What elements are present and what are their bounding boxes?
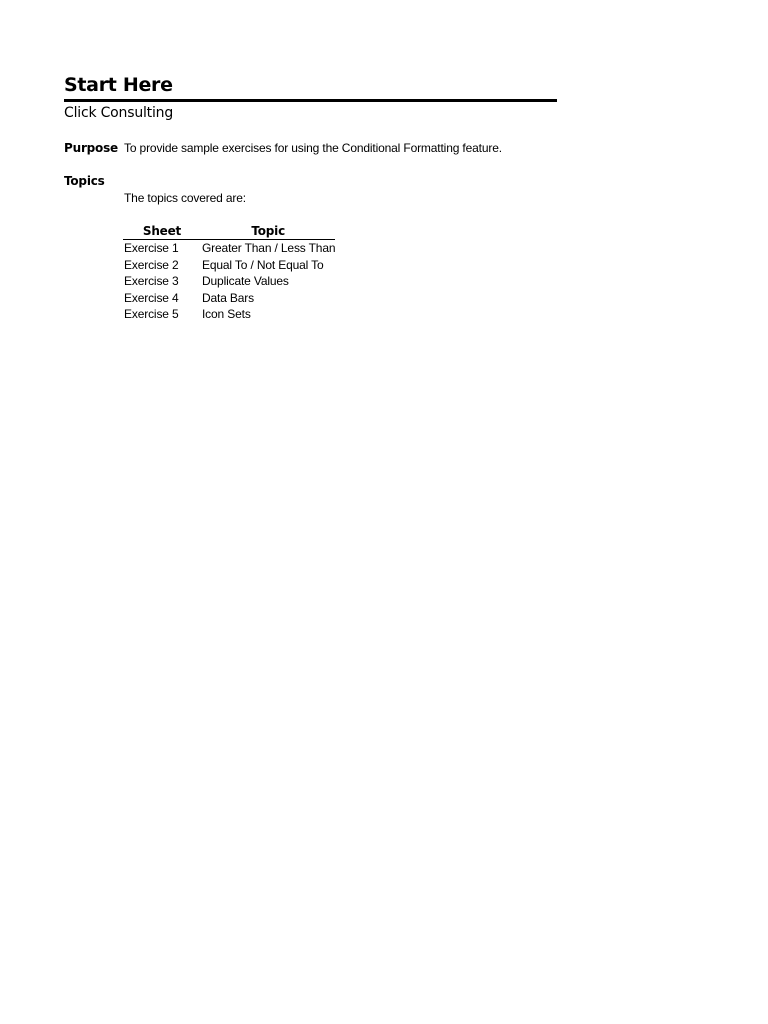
table-row: [123, 240, 335, 257]
column-header-topic: Topic: [201, 223, 335, 240]
topics-label: Topics: [64, 174, 105, 188]
topic-cell: Greater Than / Less Than: [202, 241, 336, 255]
title-underline: [64, 99, 557, 102]
sheet-cell: Exercise 1: [124, 241, 179, 255]
table-row: [123, 257, 335, 274]
page-title: Start Here: [64, 74, 173, 96]
topics-table: [123, 223, 335, 323]
topic-cell: Icon Sets: [202, 307, 251, 322]
purpose-text: To provide sample exercises for using the Conditional Formatting feature.: [124, 141, 502, 155]
topic-cell: Equal To / Not Equal To: [202, 257, 324, 272]
sheet-cell: Exercise 3: [124, 274, 179, 289]
topics-intro: The topics covered are:: [124, 191, 246, 205]
topic-cell: Data Bars: [202, 290, 255, 305]
purpose-label: Purpose: [64, 141, 118, 155]
topics-table-header-row: [123, 223, 335, 240]
topic-cell: Duplicate Values: [202, 274, 289, 289]
table-row: [123, 306, 335, 323]
sheet-cell: Exercise 2: [124, 257, 179, 272]
table-row: [123, 290, 335, 307]
table-row: [123, 273, 335, 290]
sheet-cell: Exercise 4: [124, 290, 179, 305]
column-header-sheet: Sheet: [123, 223, 201, 240]
sheet-cell: Exercise 5: [124, 307, 179, 322]
company-name: Click Consulting: [64, 105, 174, 121]
